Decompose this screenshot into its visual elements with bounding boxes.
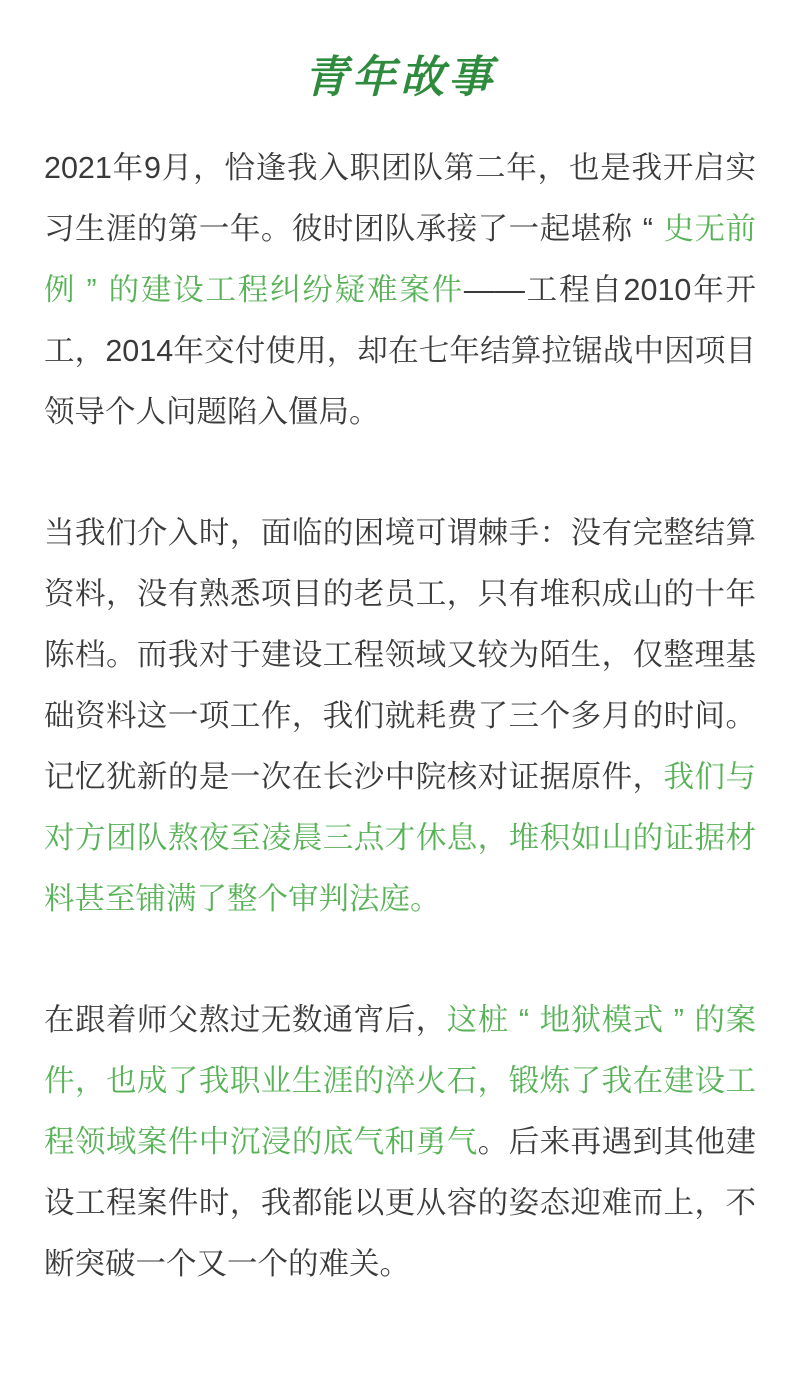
body-text: 2021年9月，恰逢我入职团队第二年，也是我开启实习生涯的第一年。彼时团队承接了一起堪称 “ [44,151,756,246]
paragraph [44,503,756,930]
page-title: 青年故事 [304,53,496,102]
body-text: 当我们介入时，面临的困境可谓棘手：没有完整结算资料，没有熟悉项目的老员工，只有堆积成山的十年陈档。而我对于建设工程领域又较为陌生，仅整理基础资料这一项工作，我们就耗费了三个多月的时间。记忆犹新的是一次在长沙中院核对证据原件， [44,516,756,794]
fullwidth-quote: “ [518,1003,530,1037]
body-text: 。后来再遇到其他建设工程案件时，我都能以更从容的姿态迎难而上，不断突破一个又一个的难关。 [44,1125,757,1281]
body-text: 在跟着师父熬过无数通宵后， [44,1003,447,1037]
fullwidth-quote: ” [673,1003,684,1037]
highlight-text: 这桩 “ 地狱模式 ” 的案件，也成了我职业生涯的淬火石，锻炼了我在建设工程领域案件中沉浸的底气和勇气 [44,1003,756,1159]
highlight-text: 史无前例 ” 的建设工程纠纷疑难案件 [44,212,756,307]
paragraph [44,990,756,1295]
highlight-text: 我们与对方团队熬夜至凌晨三点才休息，堆积如山的证据材料甚至铺满了整个审判法庭。 [44,760,757,916]
body-text: ——工程自2010年开工，2014年交付使用，却在七年结算拉锯战中因项目领导个人问题陷入僵局。 [44,273,756,429]
fullwidth-quote: ” [86,273,97,307]
article-body [44,138,756,1295]
fullwidth-quote: “ [642,212,653,246]
paragraph [44,138,756,443]
